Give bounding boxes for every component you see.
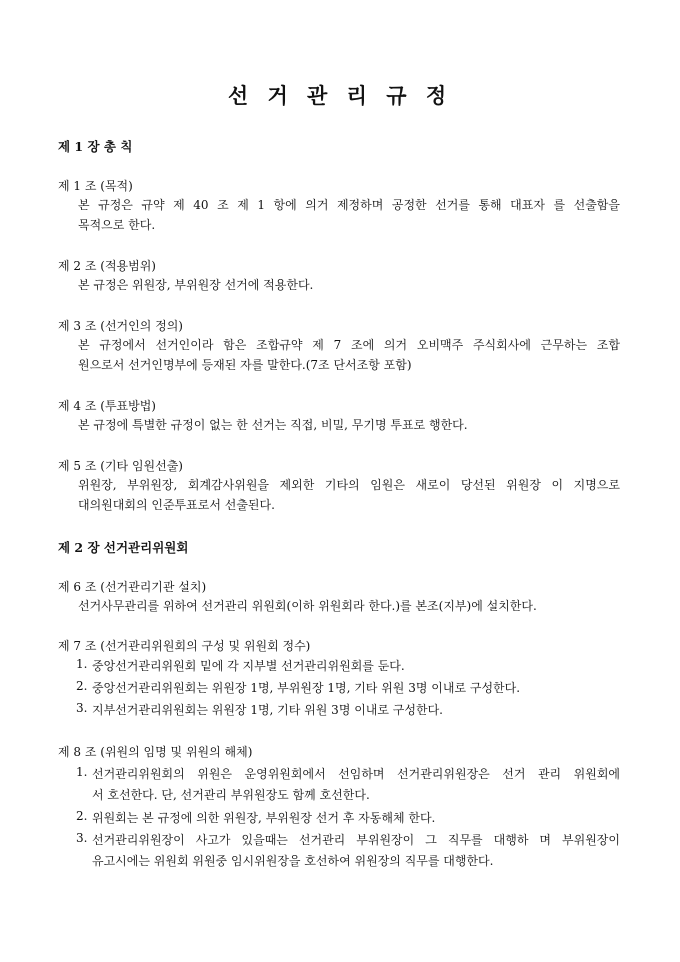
list-item-text: 중앙선거관리위원회는 위원장 1명, 부위원장 1명, 기타 위원 3명 이내로 구성한다. [92,681,521,695]
list-item-text: 중앙선거관리위원회 밑에 각 지부별 선거관리위원회를 둔다. [92,659,405,673]
article-text-line: 본 규정은 규약 제 40 조 제 1 항에 의거 제정하며 공정한 선거를 통해 대표자 를 선출함을 [78,198,620,212]
article-text-line: 대의원대회의 인준투표로서 선출된다. [78,498,275,512]
list-number: 3. [76,701,88,715]
list-item-text: 선거관리위원장이 사고가 있을때는 선거관리 부위원장이 그 직무를 대행하 며 부위원장이 [92,833,620,847]
article-text-line: 원으로서 선거인명부에 등재된 자를 말한다.(7조 단서조항 포함) [78,358,412,372]
article-heading: 제 6 조 (선거관리기관 설치) [58,580,207,594]
article-text-line: 목적으로 한다. [78,218,156,232]
list-item-text: 위원회는 본 규정에 의한 위원장, 부위원장 선거 후 자동해체 한다. [92,811,436,825]
article-text-line: 위원장, 부위원장, 회계감사위원을 제외한 기타의 임원은 새로이 당선된 위원장 이 지명으로 [78,478,620,492]
article-heading: 제 4 조 (투표방법) [58,399,156,413]
list-number: 3. [76,831,88,845]
list-item-text: 선거관리위원회의 위원은 운영위원회에서 선임하며 선거관리위원장은 선거 관리 위원회에 [92,767,620,781]
article-heading: 제 3 조 (선거인의 정의) [58,319,183,333]
list-number: 1. [76,657,88,671]
article-heading: 제 1 조 (목적) [58,179,133,193]
chapter-heading: 제 1 장 총 칙 [58,139,133,154]
list-item-text: 서 호선한다. 단, 선거관리 부위원장도 함께 호선한다. [92,788,370,802]
list-number: 2. [76,809,88,823]
list-item-text: 유고시에는 위원회 위원중 임시위원장을 호선하여 위원장의 직무를 대행한다. [92,854,494,868]
article-text-line: 본 규정에 특별한 규정이 없는 한 선거는 직접, 비밀, 무기명 투표로 행한다. [78,418,468,432]
list-number: 1. [76,765,88,779]
article-text-line: 본 규정은 위원장, 부위원장 선거에 적용한다. [78,278,314,292]
article-heading: 제 2 조 (적용범위) [58,259,156,273]
document-title: 선 거 관 리 규 정 [227,83,453,108]
article-heading: 제 8 조 (위원의 임명 및 위원의 해체) [58,745,253,759]
chapter-heading: 제 2 장 선거관리위원회 [58,540,189,555]
list-number: 2. [76,679,88,693]
list-item-text: 지부선거관리위원회는 위원장 1명, 기타 위원 3명 이내로 구성한다. [92,703,443,717]
article-text-line: 선거사무관리를 위하여 선거관리 위원회(이하 위원회라 한다.)를 본조(지부)에 설치한다. [78,599,537,613]
article-heading: 제 7 조 (선거관리위원회의 구성 및 위원회 정수) [58,639,311,653]
article-heading: 제 5 조 (기타 임원선출) [58,459,183,473]
article-text-line: 본 규정에서 선거인이라 함은 조합규약 제 7 조에 의거 오비맥주 주식회사에 근무하는 조합 [78,338,620,352]
